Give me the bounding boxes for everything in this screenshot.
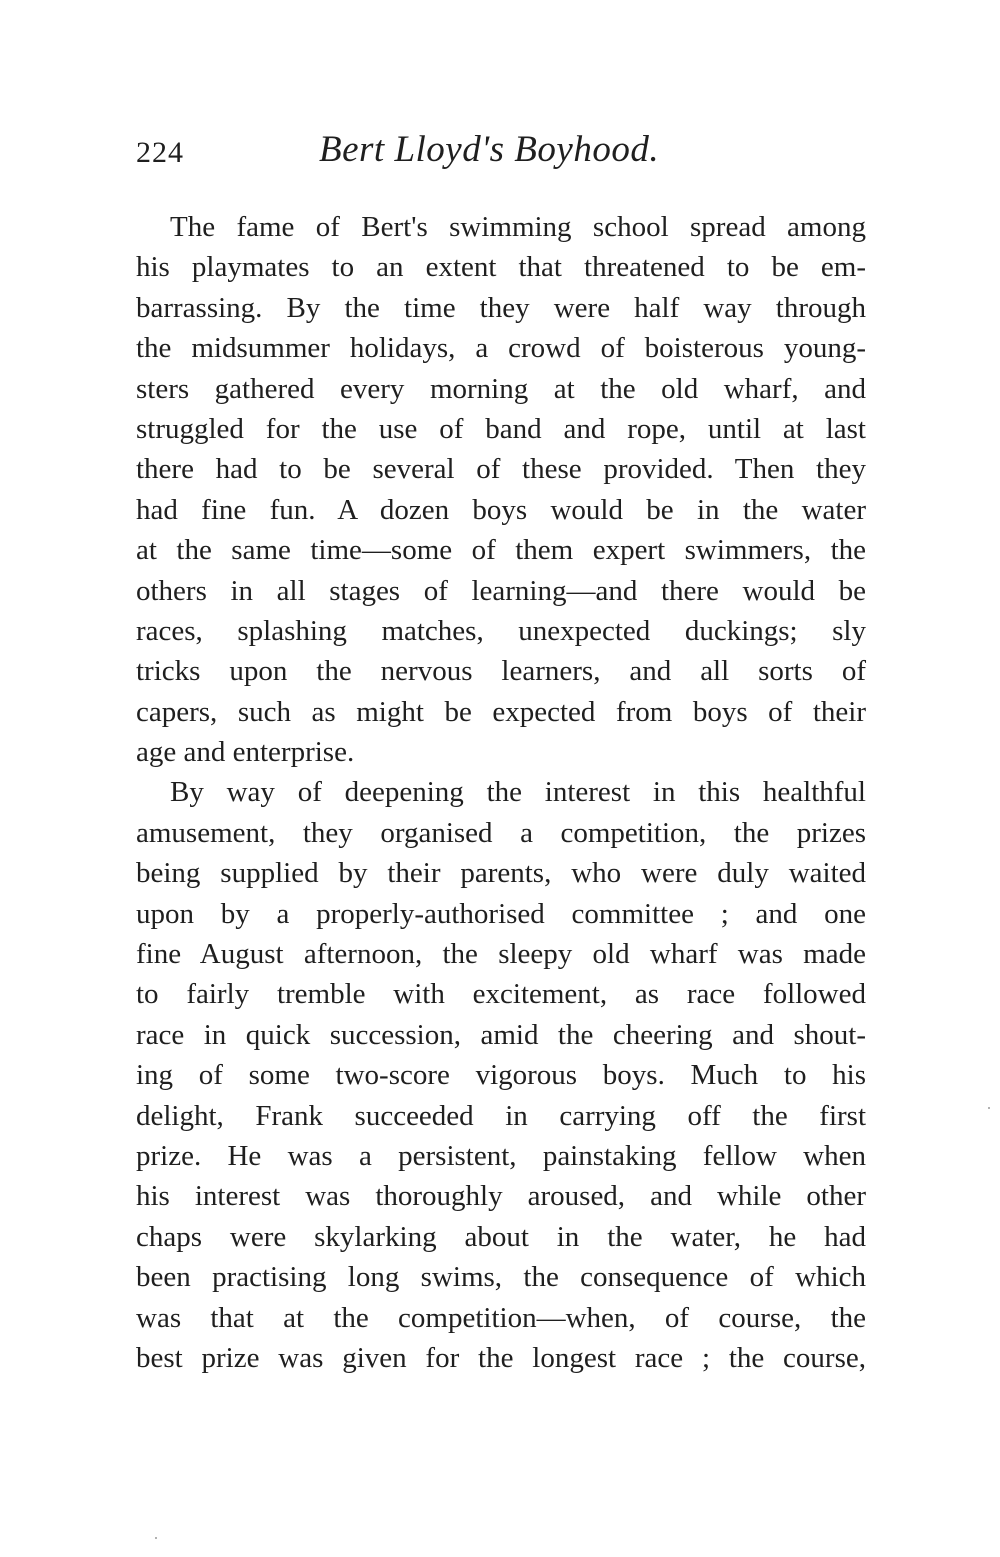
book-title: Bert Lloyd's Boyhood. (319, 129, 660, 170)
text-line: The fame of Bert's swimming school spread among (170, 211, 866, 243)
page-number: 224 (136, 136, 184, 169)
text-line: at the same time—some of them expert swimmers, the (136, 534, 866, 567)
text-line: others in all stages of learning—and there would be (136, 574, 866, 607)
text-line: been practising long swims, the consequence of which (136, 1261, 866, 1294)
body-text (136, 207, 866, 1378)
text-line: chaps were skylarking about in the water, he had (136, 1220, 866, 1253)
text-line: amusement, they organised a competition, the prizes (136, 816, 866, 849)
text-line: By way of deepening the interest in this healthful (170, 776, 866, 809)
text-line: capers, such as might be expected from boys of their (136, 695, 866, 728)
text-line: fine August afternoon, the sleepy old wharf was made (136, 938, 866, 971)
running-head (136, 128, 866, 178)
text-line: his interest was thoroughly aroused, and while other (136, 1180, 866, 1213)
text-line: age and enterprise. (136, 736, 355, 769)
text-line: there had to be several of these provided. Then they (136, 453, 866, 486)
paragraph-1 (136, 207, 866, 772)
scan-speck (988, 1107, 990, 1109)
text-line: tricks upon the nervous learners, and all sorts of (136, 655, 866, 688)
text-line: the midsummer holidays, a crowd of boisterous young- (136, 332, 866, 365)
text-line: races, splashing matches, unexpected duckings; sly (136, 614, 866, 647)
text-line: had fine fun. A dozen boys would be in the water (136, 493, 866, 526)
text-line: upon by a properly-authorised committee ; and one (136, 897, 866, 930)
text-line: his playmates to an extent that threatened to be em- (136, 251, 866, 284)
text-line: race in quick succession, amid the cheering and shout- (136, 1018, 866, 1051)
scan-speck (155, 1537, 157, 1539)
text-line: prize. He was a persistent, painstaking fellow when (136, 1139, 866, 1172)
text-line: best prize was given for the longest race ; the course, (136, 1341, 866, 1374)
paragraph-2 (136, 772, 866, 1378)
text-line: ing of some two-score vigorous boys. Much to his (136, 1059, 866, 1092)
text-line: being supplied by their parents, who were duly waited (136, 857, 866, 890)
text-line: sters gathered every morning at the old wharf, and (136, 372, 866, 405)
text-line: struggled for the use of band and rope, until at last (136, 412, 866, 445)
text-line: was that at the competition—when, of course, the (136, 1301, 866, 1334)
text-line: delight, Frank succeeded in carrying off the first (136, 1099, 866, 1132)
text-line: to fairly tremble with excitement, as race followed (136, 978, 866, 1011)
text-line: barrassing. By the time they were half way through (136, 291, 866, 324)
